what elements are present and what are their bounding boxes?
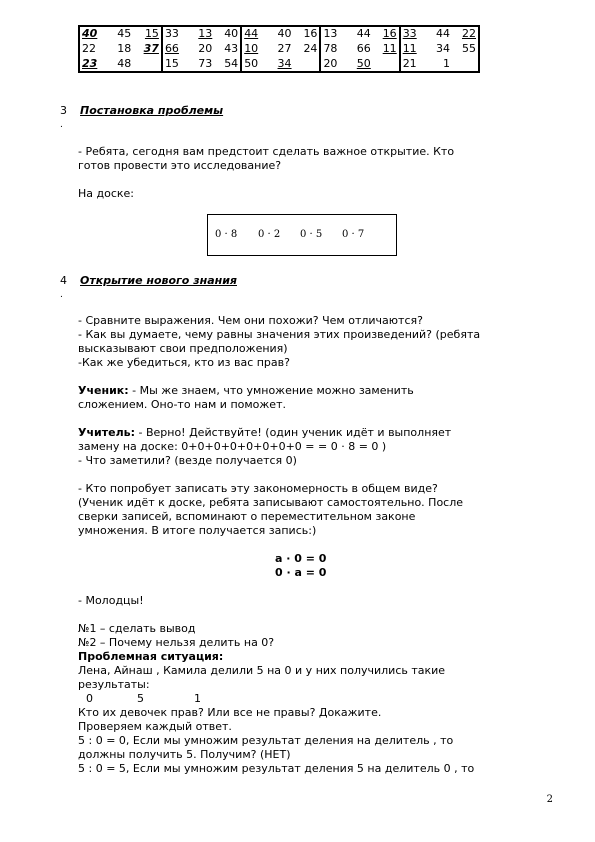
table-cell: 16 <box>303 27 318 41</box>
table-cell: 27 <box>277 41 292 55</box>
pupil-line <box>78 384 414 398</box>
table-cell: 55 <box>462 41 476 55</box>
table-cell: 43 <box>224 41 239 55</box>
table-cell: 34 <box>277 56 292 70</box>
task-1: №1 – сделать вывод <box>78 622 196 635</box>
table-cell <box>294 56 321 72</box>
table-cell: 48 <box>117 56 132 70</box>
table-cell: 37 <box>143 41 159 55</box>
table-row <box>79 42 479 57</box>
board-expression-2: 0 · 2 <box>258 229 281 240</box>
board-expression-1: 0 · 8 <box>215 229 238 240</box>
table-cell: 20 <box>198 41 213 55</box>
section-3-text-2: готов провести это исследование? <box>78 159 282 172</box>
result-1: 0 <box>86 692 93 705</box>
table-cell: 40 <box>224 27 239 41</box>
table-cell: 34 <box>436 41 451 55</box>
table-cell: 40 <box>82 27 98 41</box>
table-cell <box>133 56 162 72</box>
table-cell: 50 <box>241 56 268 72</box>
text-line: результаты: <box>78 678 150 691</box>
text-line: Проверяем каждый ответ. <box>78 720 232 733</box>
text-line: - Молодцы! <box>78 594 144 607</box>
text-line: сложением. Оно-то нам и поможет. <box>78 398 286 411</box>
table-cell: 44 <box>436 27 451 41</box>
table-cell: 44 <box>356 27 371 41</box>
table-cell: 13 <box>198 27 213 41</box>
text-line: - Сравните выражения. Чем они похожи? Чем отличаются? <box>78 314 423 327</box>
table-cell: 22 <box>462 27 476 41</box>
table-cell: 22 <box>82 41 96 55</box>
table-cell <box>373 56 400 72</box>
table-cell: 21 <box>400 56 427 72</box>
numbers-table <box>78 25 480 73</box>
table-cell <box>452 56 479 72</box>
text-line: высказывают свои предположения) <box>78 342 288 355</box>
table-cell: 15 <box>162 56 189 72</box>
section-4-title: Открытие нового знания <box>80 274 237 287</box>
result-2: 5 <box>137 692 144 705</box>
table-cell: 44 <box>241 26 268 42</box>
text-line: Кто их девочек прав? Или все не правы? Докажите. <box>78 706 382 719</box>
text-line: - Кто попробует записать эту закономерность в общем виде? <box>78 482 438 495</box>
table-cell: 45 <box>117 27 132 41</box>
table-cell: 33 <box>162 26 189 42</box>
text-line: -Как же убедиться, кто из вас прав? <box>78 356 290 369</box>
table-row <box>79 26 479 42</box>
section-3-title: Постановка проблемы <box>80 104 224 117</box>
section-3-text-1: - Ребята, сегодня вам предстоит сделать важное открытие. Кто <box>78 145 455 158</box>
table-cell: 50 <box>356 56 371 70</box>
formula-2: 0 · а = 0 <box>275 566 327 579</box>
pupil-label: Ученик: <box>78 384 129 397</box>
text-line: замену на доске: 0+0+0+0+0+0+0+0 = = 0 · 8 = 0 ) <box>78 440 387 453</box>
result-3: 1 <box>194 692 201 705</box>
table-cell: 66 <box>356 41 371 55</box>
table-row <box>79 56 479 72</box>
text-line: сверки записей, вспоминают о переместительном законе <box>78 510 416 523</box>
table-cell: 11 <box>382 41 397 55</box>
section-3-dot: . <box>60 120 63 130</box>
pupil-text: - Мы же знаем, что умножение можно заменить <box>128 384 414 397</box>
text-line: (Ученик идёт к доске, ребята записывают самостоятельно. После <box>78 496 464 509</box>
formula-1: а · 0 = 0 <box>275 552 327 565</box>
table-cell: 20 <box>320 56 347 72</box>
table-cell: 73 <box>198 56 213 70</box>
text-line: Лена, Айнаш , Камила делили 5 на 0 и у них получились такие <box>78 664 446 677</box>
table-cell: 1 <box>443 56 451 70</box>
board-expression-3: 0 · 5 <box>300 229 323 240</box>
table-cell: 16 <box>382 27 397 41</box>
table-cell: 24 <box>303 41 318 55</box>
table-cell: 11 <box>400 42 427 57</box>
table-cell: 13 <box>320 26 347 42</box>
board-box <box>207 214 397 256</box>
text-line: 5 : 0 = 5, Если мы умножим результат деления 5 на делитель 0 , то <box>78 762 475 775</box>
table-cell: 40 <box>277 27 292 41</box>
teacher-text: - Верно! Действуйте! (один ученик идёт и выполняет <box>135 426 452 439</box>
text-line: должны получить 5. Получим? (НЕТ) <box>78 748 291 761</box>
teacher-line <box>78 426 451 440</box>
board-expression-4: 0 · 7 <box>342 229 365 240</box>
problem-heading: Проблемная ситуация: <box>78 650 224 663</box>
page-number: 2 <box>546 794 553 805</box>
text-line: 5 : 0 = 0, Если мы умножим результат деления на делитель , то <box>78 734 454 747</box>
table-cell: 78 <box>320 42 347 57</box>
section-4-dot: . <box>60 290 63 300</box>
text-line: - Как вы думаете, чему равны значения этих произведений? (ребята <box>78 328 481 341</box>
section-4-number: 4 <box>60 274 67 287</box>
table-cell: 10 <box>241 42 268 57</box>
table-cell: 66 <box>162 42 189 57</box>
table-cell: 54 <box>224 56 239 70</box>
section-3-number: 3 <box>60 104 67 117</box>
text-line: умножения. В итоге получается запись:) <box>78 524 317 537</box>
table-cell: 15 <box>144 27 159 41</box>
board-label: На доске: <box>78 187 135 200</box>
table-cell: 18 <box>117 41 132 55</box>
teacher-label: Учитель: <box>78 426 135 439</box>
text-line: - Что заметили? (везде получается 0) <box>78 454 297 467</box>
table-cell: 33 <box>400 26 427 42</box>
table-cell: 23 <box>82 56 98 70</box>
task-2: №2 – Почему нельзя делить на 0? <box>78 636 275 649</box>
